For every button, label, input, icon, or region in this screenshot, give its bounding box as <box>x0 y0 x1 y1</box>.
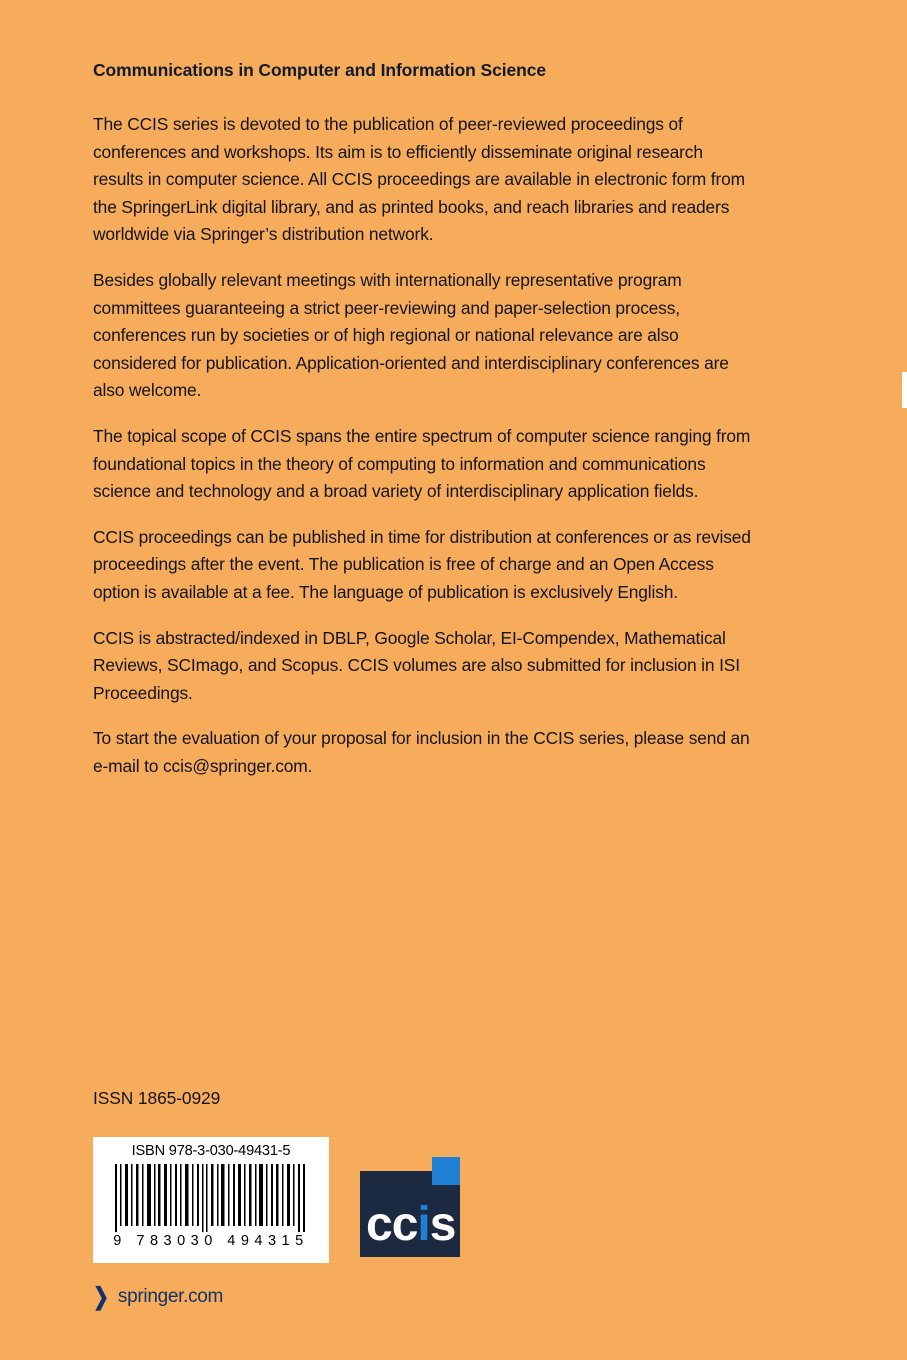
ccis-logo <box>360 1157 485 1257</box>
springer-logo[interactable] <box>93 1283 224 1311</box>
page-title: Communications in Computer and Information Science <box>93 60 546 80</box>
series-paragraph-2: Besides globally relevant meetings with internationally representative program committees guaranteeing a strict peer-reviewing and paper-selection process, conferences run by societies or of high regional or national relevance are also considered for publication. Application-oriented and interdisciplinary conferences are also welcome. <box>93 269 729 401</box>
series-paragraph-1: The CCIS series is devoted to the publication of peer-reviewed proceedings of conferences and workshops. Its aim is to efficiently disseminate original research results in computer science. All CCIS proceedings are available in electronic form from the SpringerLink digital library, and as printed books, and reach libraries and readers worldwide via Springer’s distribution network. <box>93 114 745 245</box>
springer-url-text: springer.com <box>117 1286 224 1307</box>
ccis-logo-text <box>366 1198 456 1251</box>
barcode-block <box>93 1137 329 1263</box>
barcode-digits: 9 783030 494315 <box>113 1233 309 1249</box>
isbn-text: ISBN 978-3-030-49431-5 <box>131 1143 291 1159</box>
chevron-right-icon: ❯ <box>93 1283 109 1311</box>
page-edge-marker <box>902 372 907 408</box>
series-paragraph-3: The topical scope of CCIS spans the entire spectrum of computer science ranging from foundational topics in the theory of computing to information and communications science and technology and a broad variety of interdisciplinary application fields. <box>93 425 751 502</box>
ccis-logo-cc: cc <box>366 1198 418 1251</box>
series-paragraph-4: CCIS proceedings can be published in time for distribution at conferences or as revised proceedings after the event. The publication is free of charge and an Open Access option is available at a fee. The language of publication is exclusively English. <box>93 526 751 602</box>
series-paragraph-6: To start the evaluation of your proposal for inclusion in the CCIS series, please send an e-mail to ccis@springer.com. <box>93 728 750 776</box>
barcode-icon <box>113 1164 309 1232</box>
ccis-logo-i: i <box>417 1198 430 1251</box>
ccis-logo-s: s <box>429 1198 456 1251</box>
series-description-block <box>93 60 753 780</box>
ccis-logo-accent-square <box>432 1157 460 1185</box>
issn-text: ISSN 1865-0929 <box>93 1088 221 1108</box>
series-paragraph-5: CCIS is abstracted/indexed in DBLP, Google Scholar, EI-Compendex, Mathematical Reviews, SCImago, and Scopus. CCIS volumes are also submitted for inclusion in ISI Proceedings. <box>93 627 740 703</box>
